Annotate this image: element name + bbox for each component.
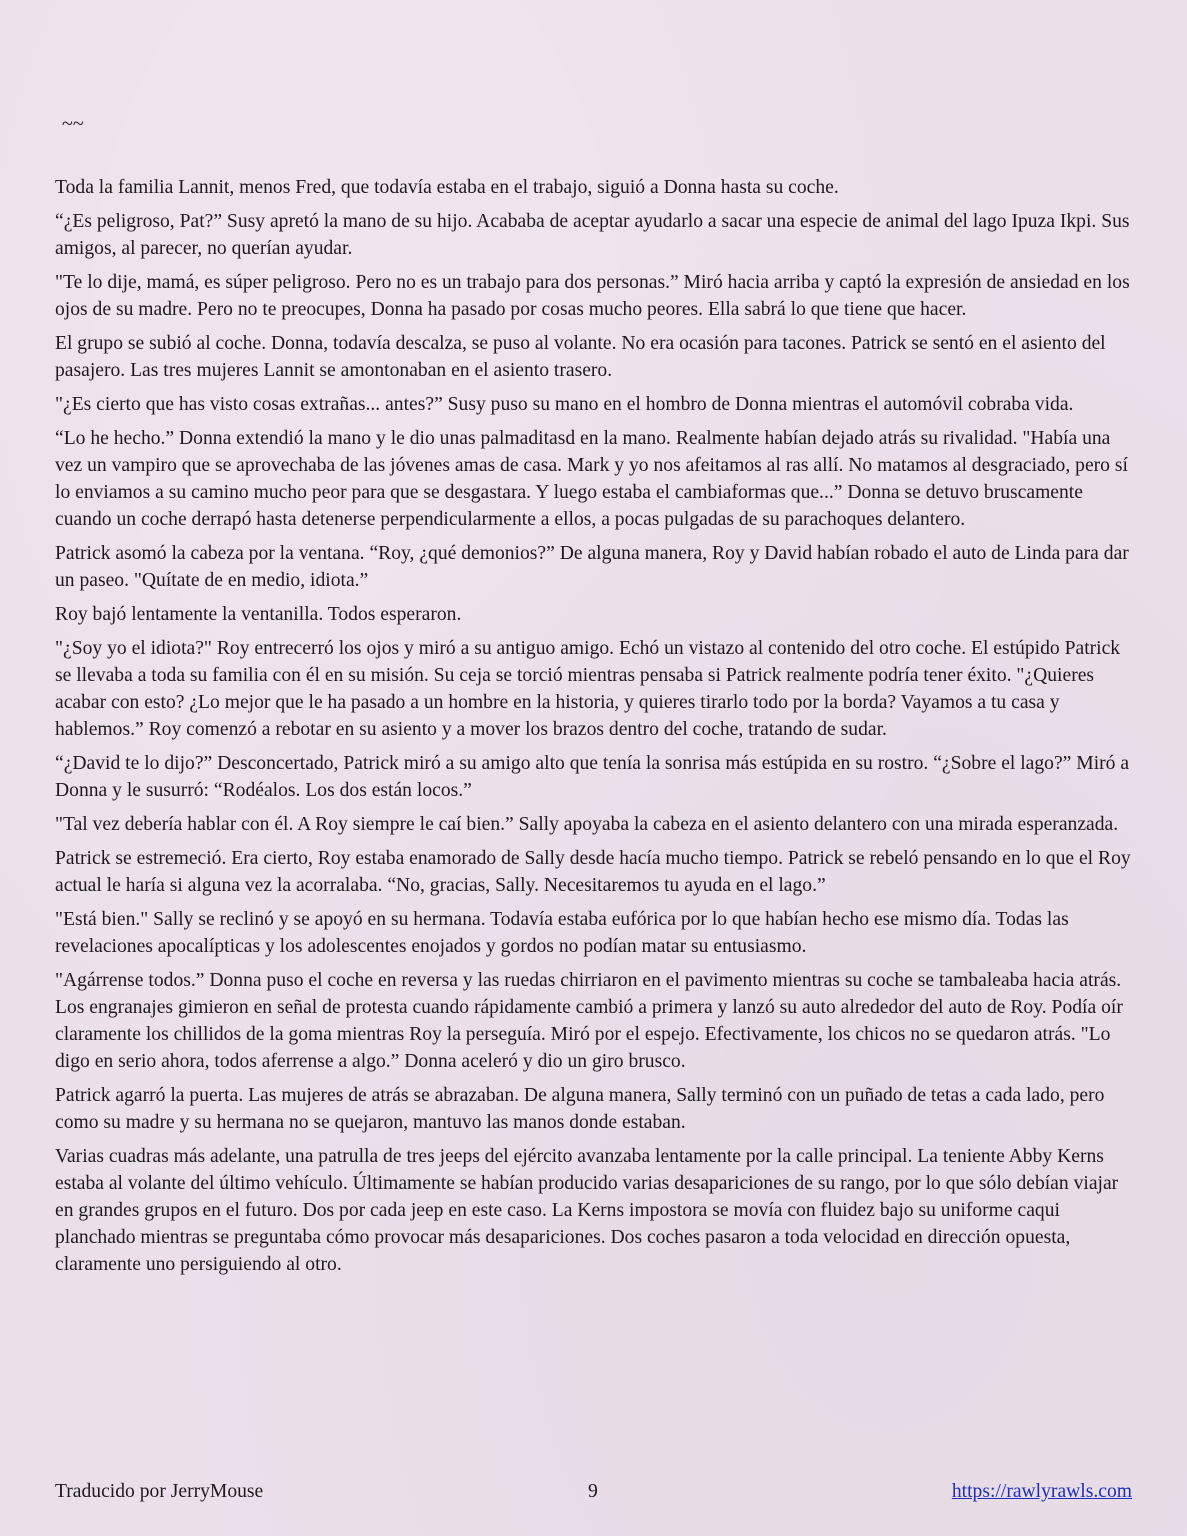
- paragraph: Patrick agarró la puerta. Las mujeres de atrás se abrazaban. De alguna manera, Sally terminó con un puñado de tetas a cada lado, pero como su madre y su hermana no se quejaron, mantuvo las manos donde estaban.: [55, 1085, 1105, 1133]
- paragraph: "Está bien." Sally se reclinó y se apoyó en su hermana. Todavía estaba eufórica por lo que habían hecho ese mismo día. Todas las revelaciones apocalípticas y los adolescentes enojados y gordos no podían matar su entusiasmo.: [55, 909, 1069, 957]
- website-link[interactable]: https://rawlyrawls.com: [951, 1481, 1132, 1502]
- translator-credit: Traducido por JerryMouse: [55, 1481, 264, 1502]
- page-number: 9: [588, 1481, 598, 1502]
- paragraph: Roy bajó lentamente la ventanilla. Todos esperaron.: [55, 604, 462, 625]
- paragraph: Varias cuadras más adelante, una patrulla de tres jeeps del ejército avanzaba lentamente por la calle principal. La teniente Abby Kerns estaba al volante del último vehículo. Últimamente se habían producido varias desapariciones de su rango, por lo que sólo debían viajar en grandes grupos en el futuro. Dos por cada jeep en este caso. La Kerns impostora se movía con fluidez bajo su uniforme caqui planchado mientras se preguntaba cómo provocar más desapariciones. Dos coches pasaron a toda velocidad en dirección opuesta, claramente uno persiguiendo al otro.: [55, 1146, 1119, 1275]
- paragraph: "Te lo dije, mamá, es súper peligroso. Pero no es un trabajo para dos personas.” Miró hacia arriba y captó la expresión de ansiedad en los ojos de su madre. Pero no te preocupes, Donna ha pasado por cosas mucho peores. Ella sabrá lo que tiene que hacer.: [55, 272, 1130, 320]
- paragraph: "Agárrense todos.” Donna puso el coche en reversa y las ruedas chirriaron en el pavimento mientras su coche se tambaleaba hacia atrás. Los engranajes gimieron en señal de protesta cuando rápidamente cambió a primera y lanzó su auto alrededor del auto de Roy. Podía oír claramente los chillidos de la goma mientras Roy la perseguía. Miró por el espejo. Efectivamente, los chicos no se quedaron atrás. "Lo digo en serio ahora, todos aferrense a algo.” Donna aceleró y dio un giro brusco.: [55, 970, 1123, 1072]
- paragraph: “Lo he hecho.” Donna extendió la mano y le dio unas palmaditasd en la mano. Realmente habían dejado atrás su rivalidad. "Había una vez un vampiro que se aprovechaba de las jóvenes amas de casa. Mark y yo nos afeitamos al ras allí. No matamos al desgraciado, pero sí lo enviamos a su camino mucho peor para que se desgastara. Y luego estaba el cambiaformas que...” Donna se detuvo bruscamente cuando un coche derrapó hasta detenerse perpendicularmente a ellos, a pocas pulgadas de su parachoques delantero.: [55, 428, 1128, 530]
- paragraph: "¿Soy yo el idiota?" Roy entrecerró los ojos y miró a su antiguo amigo. Echó un vistazo al contenido del otro coche. El estúpido Patrick se llevaba a toda su familia con él en su misión. Su ceja se torció mientras pensaba si Patrick realmente podría tener éxito. "¿Quieres acabar con esto? ¿Lo mejor que le ha pasado a un hombre en la historia, y quieres tirarlo todo por la borda? Vayamos a tu casa y hablemos.” Roy comenzó a rebotar en su asiento y a mover los brazos dentro del coche, tratando de sudar.: [55, 638, 1121, 740]
- paragraph: “¿David te lo dijo?” Desconcertado, Patrick miró a su amigo alto que tenía la sonrisa más estúpida en su rostro. “¿Sobre el lago?” Miró a Donna y le susurró: “Rodéalos. Los dos están locos.”: [55, 753, 1130, 801]
- paragraph: "¿Es cierto que has visto cosas extrañas... antes?” Susy puso su mano en el hombro de Donna mientras el automóvil cobraba vida.: [55, 394, 1074, 415]
- paragraph: "Tal vez debería hablar con él. A Roy siempre le caí bien.” Sally apoyaba la cabeza en el asiento delantero con una mirada esperanzada.: [55, 814, 1119, 835]
- paragraph: Toda la familia Lannit, menos Fred, que todavía estaba en el trabajo, siguió a Donna hasta su coche.: [55, 177, 839, 198]
- paragraph: Patrick asomó la cabeza por la ventana. “Roy, ¿qué demonios?” De alguna manera, Roy y David habían robado el auto de Linda para dar un paseo. "Quítate de en medio, idiota.”: [55, 543, 1129, 591]
- body-text: [55, 174, 1135, 1285]
- paragraph: “¿Es peligroso, Pat?” Susy apretó la mano de su hijo. Acababa de aceptar ayudarlo a sacar una especie de animal del lago Ipuza Ikpi. Sus amigos, al parecer, no querían ayudar.: [55, 211, 1130, 259]
- section-separator: ~~: [62, 113, 84, 135]
- paragraph: El grupo se subió al coche. Donna, todavía descalza, se puso al volante. No era ocasión para tacones. Patrick se sentó en el asiento del pasajero. Las tres mujeres Lannit se amontonaban en el asiento trasero.: [55, 333, 1106, 381]
- page-footer: [55, 1478, 1132, 1508]
- paragraph: Patrick se estremeció. Era cierto, Roy estaba enamorado de Sally desde hacía mucho tiempo. Patrick se rebeló pensando en lo que el Roy actual le haría si alguna vez la acorralaba. “No, gracias, Sally. Necesitaremos tu ayuda en el lago.”: [55, 848, 1131, 896]
